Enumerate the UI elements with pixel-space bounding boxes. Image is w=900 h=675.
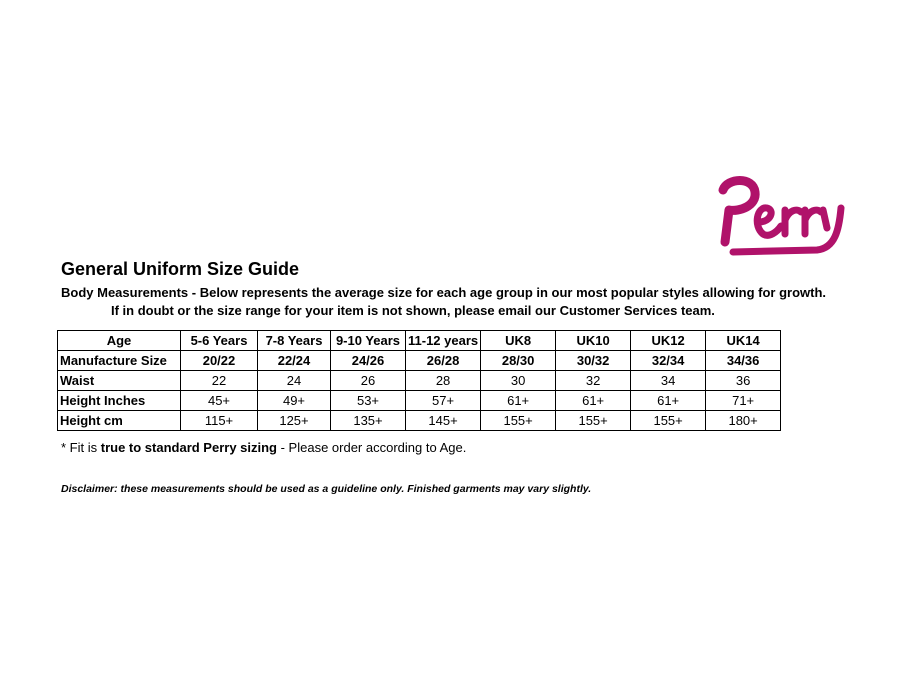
column-header: UK14 bbox=[706, 331, 781, 351]
fit-note-prefix: * Fit is bbox=[61, 440, 101, 455]
table-cell: 22/24 bbox=[258, 351, 331, 371]
table-cell: 125+ bbox=[258, 411, 331, 431]
fit-note bbox=[61, 440, 466, 455]
table-cell: 135+ bbox=[331, 411, 406, 431]
table-cell: 36 bbox=[706, 371, 781, 391]
size-table bbox=[57, 330, 781, 431]
perry-logo-mark bbox=[705, 170, 850, 270]
column-header: 11-12 years bbox=[406, 331, 481, 351]
intro-text-line-1: Body Measurements - Below represents the average size for each age group in our most popular styles allowing for growth. bbox=[61, 285, 827, 300]
table-cell: 28 bbox=[406, 371, 481, 391]
row-label: Waist bbox=[58, 371, 181, 391]
table-cell: 22 bbox=[181, 371, 258, 391]
perry-logo bbox=[705, 170, 850, 270]
table-header-row bbox=[58, 331, 781, 351]
page-title: General Uniform Size Guide bbox=[61, 259, 300, 279]
table-cell: 180+ bbox=[706, 411, 781, 431]
table-cell: 20/22 bbox=[181, 351, 258, 371]
table-row-manufacture-size bbox=[58, 351, 781, 371]
column-header: UK8 bbox=[481, 331, 556, 351]
table-cell: 24/26 bbox=[331, 351, 406, 371]
intro-text-line-2: If in doubt or the size range for your item is not shown, please email our Customer Services team. bbox=[111, 303, 715, 318]
table-cell: 61+ bbox=[631, 391, 706, 411]
table-cell: 24 bbox=[258, 371, 331, 391]
table-cell: 32 bbox=[556, 371, 631, 391]
column-header: 7-8 Years bbox=[258, 331, 331, 351]
table-row-height-cm bbox=[58, 411, 781, 431]
table-cell: 34 bbox=[631, 371, 706, 391]
column-header: UK12 bbox=[631, 331, 706, 351]
table-cell: 53+ bbox=[331, 391, 406, 411]
row-label: Manufacture Size bbox=[58, 351, 181, 371]
table-cell: 145+ bbox=[406, 411, 481, 431]
table-cell: 155+ bbox=[631, 411, 706, 431]
table-row-height-inches bbox=[58, 391, 781, 411]
table-cell: 26 bbox=[331, 371, 406, 391]
column-header: 5-6 Years bbox=[181, 331, 258, 351]
table-cell: 45+ bbox=[181, 391, 258, 411]
table-cell: 155+ bbox=[481, 411, 556, 431]
table-cell: 71+ bbox=[706, 391, 781, 411]
table-cell: 34/36 bbox=[706, 351, 781, 371]
fit-note-emphasis: true to standard Perry sizing bbox=[100, 440, 277, 455]
header-age-label: Age bbox=[58, 331, 181, 351]
table-cell: 61+ bbox=[481, 391, 556, 411]
table-cell: 30/32 bbox=[556, 351, 631, 371]
column-header: UK10 bbox=[556, 331, 631, 351]
table-cell: 155+ bbox=[556, 411, 631, 431]
table-cell: 57+ bbox=[406, 391, 481, 411]
table-cell: 49+ bbox=[258, 391, 331, 411]
table-cell: 61+ bbox=[556, 391, 631, 411]
table-row-waist bbox=[58, 371, 781, 391]
fit-note-suffix: - Please order according to Age. bbox=[277, 440, 467, 455]
row-label: Height Inches bbox=[58, 391, 181, 411]
column-header: 9-10 Years bbox=[331, 331, 406, 351]
disclaimer: Disclaimer: these measurements should be used as a guideline only. Finished garments may vary slightly. bbox=[61, 483, 592, 495]
table-cell: 115+ bbox=[181, 411, 258, 431]
table-cell: 30 bbox=[481, 371, 556, 391]
table-cell: 26/28 bbox=[406, 351, 481, 371]
row-label: Height cm bbox=[58, 411, 181, 431]
table-cell: 32/34 bbox=[631, 351, 706, 371]
table-cell: 28/30 bbox=[481, 351, 556, 371]
